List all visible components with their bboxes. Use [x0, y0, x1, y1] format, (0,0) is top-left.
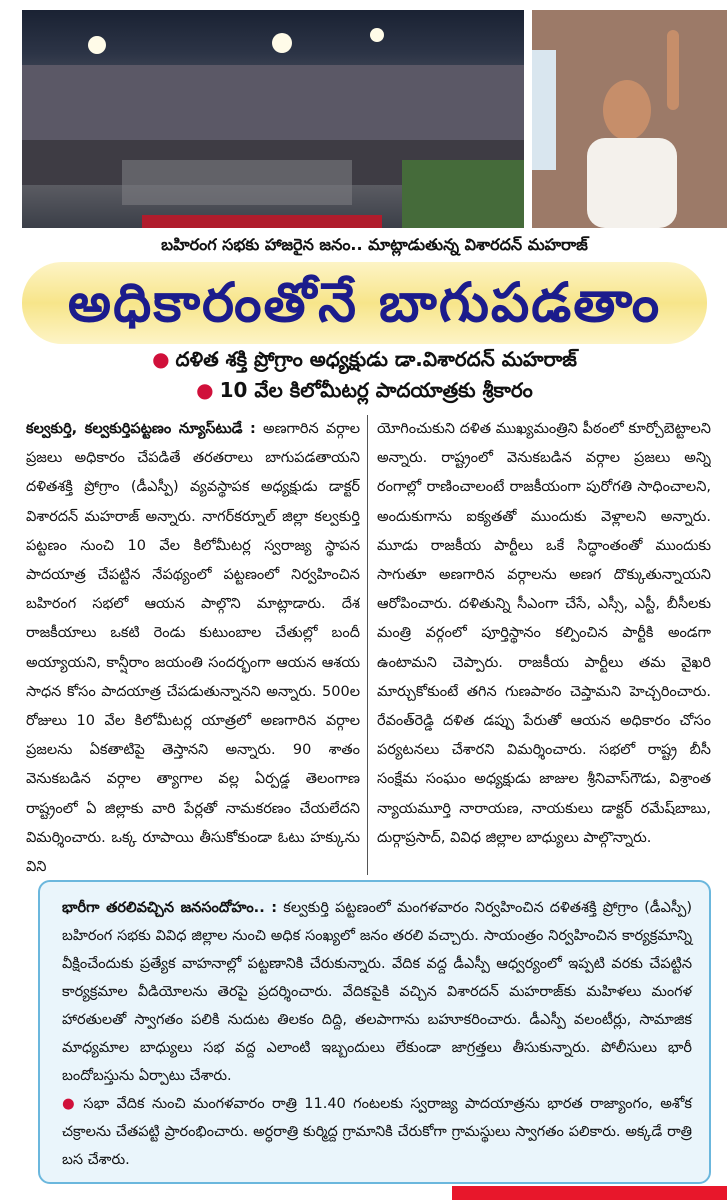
sidebar-box-heading: భారీగా తరలివచ్చిన జనసందోహం.. :: [62, 900, 278, 916]
bullet-icon: ●: [196, 378, 214, 402]
bottom-accent-bar: [452, 1186, 727, 1200]
sidebar-box-body: కల్వకుర్తి పట్టణంలో మంగళవారం నిర్వహించిన దళితశక్తి ప్రోగ్రాం (డీఎస్పీ) బహిరంగ సభకు వివిధ జిల్లాల నుంచి అధిక సంఖ్యలో జనం తరలి వచ్చారు. సాయంత్రం నిర్వహించిన కార్యక్రమాన్ని వీక్షించేందుకు ప్రత్యేక వాహనాల్లో పట్టణానికి చేరుకున్నారు. వేదిక వద్ద డీఎస్పీ ఆధ్వర్యంలో ఇప్పటి వరకు చేపట్టిన కార్యక్రమాల వీడియోలను తెరపై ప్రదర్శించారు. వేదికపైకి వచ్చిన విశారదన్ మహరాజ్‌కు మహిళలు మంగళ హారతులతో స్వాగతం పలికి నుదుట తిలకం దిద్ది, తలపాగాను బహూకరించారు. డీఎస్పీ వలంటీర్లు, సామాజిక మాధ్యమాల బాధ్యులు సభ వద్ద ఎలాంటి ఇబ్బందులు లేకుండా జాగ్రత్తలు తీసుకున్నారు. పోలీసులు భారీ బందోబస్తును ఏర్పాటు చేశారు.: [62, 900, 693, 1084]
photo-row: [22, 10, 727, 228]
article-left-text: అణగారిన వర్గాల ప్రజలు అధికారం చేపడితే తరతరాలు బాగుపడతాయని దళితశక్తి ప్రోగ్రాం (డీఎస్పీ) వ్యవస్థాపక అధ్యక్షుడు డాక్టర్ విశారదన్ మహరాజ్ అన్నారు. నాగర్‌కర్నూల్ జిల్లా కల్వకుర్తి పట్టణం నుంచి 10 వేల కిలోమీటర్ల స్వరాజ్య స్థాపన పాదయాత్ర చేపట్టిన నేపథ్యంలో పట్టణంలో నిర్వహించిన బహిరంగ సభలో ఆయన పాల్గొని మాట్లాడారు. దేశ రాజకీయాలు ఒకటి రెండు కుటుంబాల చేతుల్లో బందీ అయ్యాయని, కాన్షీరాం జయంతి సందర్భంగా ఆయన ఆశయ సాధన కోసం పాదయాత్ర చేపడుతున్నానని అన్నారు. 500ల రోజులు 10 వేల కిలోమీటర్ల యాత్రలో అణగారిన వర్గాల ప్రజలను ఏకతాటిపై తెస్తానని అన్నారు. 90 శాతం వెనుకబడిన వర్గాల త్యాగాల వల్ల ఏర్పడ్డ తెలంగాణ రాష్ట్రంలో ఏ జిల్లాకు వారి పేర్లతో నామకరణం చేయలేదని విమర్శించారు. ఒక్క రూపాయి తీసుకోకుండా ఓటు హక్కును విని: [26, 421, 360, 875]
dateline: కల్వకుర్తి, కల్వకుర్తిపట్టణం న్యూస్‌టుడే :: [26, 421, 256, 437]
subhead-1-text: దళిత శక్తి ప్రోగ్రాం అధ్యక్షుడు డా.విశారదన్ మహరాజ్: [175, 347, 577, 371]
article-right-column: [377, 415, 711, 875]
sidebar-box-bullet-text: సభా వేదిక నుంచి మంగళవారం రాత్రి 11.40 గంటలకు స్వరాజ్య పాదయాత్రను భారత రాజ్యాంగం, అశోక చక్రాలను చేతపట్టి ప్రారంభించారు. అర్ధరాత్రి కుర్మిద్ద గ్రామానికి చేరుకోగా గ్రామస్థులు స్వాగతం పలికారు. అక్కడే రాత్రి బస చేశారు.: [62, 1096, 692, 1168]
sidebar-box: [38, 880, 711, 1184]
crowd-photo-illustration: [22, 10, 524, 228]
speaker-photo: [532, 10, 727, 228]
subhead-2-text: 10 వేల కిలోమీటర్ల పాదయాత్రకు శ్రీకారం: [219, 378, 533, 402]
sidebar-box-text: [62, 894, 692, 1174]
article-right-text: యోగించుకుని దళిత ముఖ్యమంత్రిని పీఠంలో కూర్చోబెట్టాలని అన్నారు. రాష్ట్రంలో వెనుకబడిన వర్గాల ప్రజలు అన్ని రంగాల్లో రాణించాలంటే రాజకీయంగా పురోగతి సాధించాలని, అందుకుగాను ఐక్యతతో ముందుకు వెళ్లాలని అన్నారు. మూడు రాజకీయ పార్టీలు ఒకే సిద్ధాంతంతో ముందుకు సాగుతూ అణగారిన వర్గాలను అణగ దొక్కుతున్నాయని ఆరోపించారు. దళితున్ని సీఎంగా చేసే, ఎస్సీ, ఎస్టీ, బీసీలకు మంత్రి వర్గంలో పూర్తిస్థానం కల్పించిన పార్టీకి అండగా ఉంటామని చెప్పారు. రాజకీయ పార్టీలు తమ వైఖరి మార్చుకోకుంటే తగిన గుణపాఠం చెప్తామని హెచ్చరించారు. రేవంత్‌రెడ్డి దళిత డప్పు పేరుతో ఆయన అధికారం చోసం పర్యటనలు చేశారని విమర్శించారు. సభలో రాష్ట్ర బీసీ సంక్షేమ సంఘం అధ్యక్షుడు జాజుల శ్రీనివాస్‌గౌడు, విశ్రాంత న్యాయమూర్తి నారాయణ, నాయకులు డాక్టర్ రమేష్‌బాబు, దుర్గాప్రసాద్, వివిధ జిల్లాల బాధ్యులు పాల్గొన్నారు.: [377, 421, 711, 846]
speaker-photo-illustration: [532, 10, 727, 228]
photo-caption: బహిరంగ సభకు హాజరైన జనం.. మాట్లాడుతున్న విశారదన్ మహరాజ్: [161, 235, 588, 254]
article-columns: [22, 415, 711, 875]
subhead-1: [22, 342, 707, 376]
article-left-column: [26, 415, 360, 875]
column-divider: [367, 415, 368, 875]
crowd-photo: [22, 10, 524, 228]
bullet-icon: ●: [62, 1096, 78, 1112]
bullet-icon: ●: [152, 347, 170, 371]
subhead-2: [22, 373, 707, 407]
headline-band: [22, 262, 707, 344]
headline: అధికారంతోనే బాగుపడతాం: [67, 271, 662, 334]
